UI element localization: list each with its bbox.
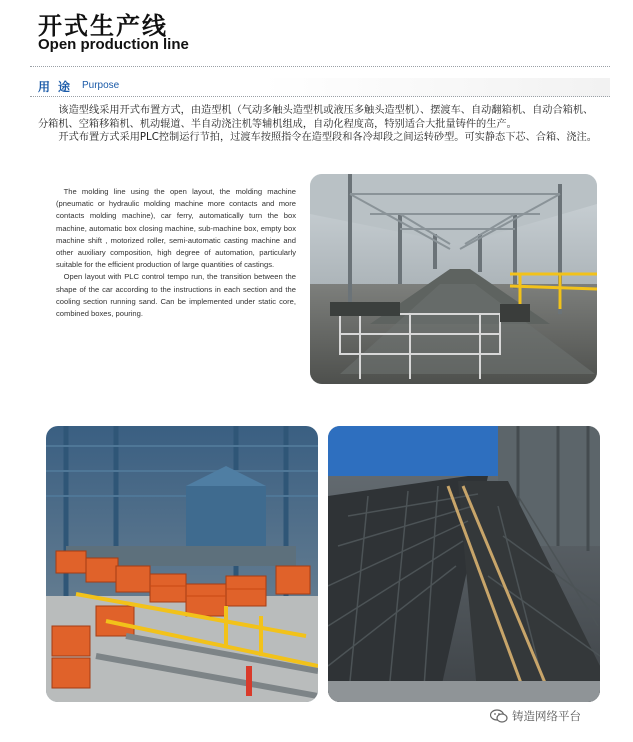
description-en-paragraph-2: Open layout with PLC control tempo run, the transition between the shape of the car according to the instructions in each section and the cooling section running sand. Can be implemented under static core, combined boxes, pouring. xyxy=(56,272,296,319)
description-cn-paragraph-1: 该造型线采用开式布置方式，由造型机（气动多触头造型机或液压多触头造型机）、摆渡车、自动翻箱机、自动合箱机、分箱机、空箱移箱机、机动辊道、半自动浇注机等辅机组成，自动化程度高，特别适合大批量铸件的生产。 xyxy=(38,105,594,130)
watermark-text: 铸造网络平台 xyxy=(512,709,581,723)
description-cn xyxy=(38,104,600,145)
page-title-cn: 开式生产线 xyxy=(38,12,168,40)
purpose-section-header xyxy=(30,78,610,97)
factory-hall-photo xyxy=(310,174,597,384)
purpose-label-en: Purpose xyxy=(82,80,120,91)
watermark xyxy=(490,706,581,726)
flask-line-photo xyxy=(46,426,318,702)
description-en-paragraph-1: The molding line using the open layout, the molding machine (pneumatic or hydraulic molding machine more contacts and more contacts molding machine), car ferry, automatically turn the box machine, automatic box closing machine, sub-machine box, empty box machine shift , motorized roller, semi-automatic casting machine and other auxiliary composition, high degree of automation, particularly suitable for the efficient production of large quantities of castings. xyxy=(56,187,296,270)
description-en xyxy=(56,186,296,320)
sand-mold-line-photo xyxy=(328,426,600,702)
purpose-label-cn: 用途 xyxy=(38,80,79,94)
wechat-icon xyxy=(490,709,508,723)
description-cn-paragraph-2: 开式布置方式采用PLC控制运行节拍，过渡车按照指令在造型段和各冷却段之间运转砂型。可实静态下芯、合箱、浇注。 xyxy=(58,132,597,143)
header-divider xyxy=(30,66,610,67)
page-title-en: Open production line xyxy=(38,36,189,53)
